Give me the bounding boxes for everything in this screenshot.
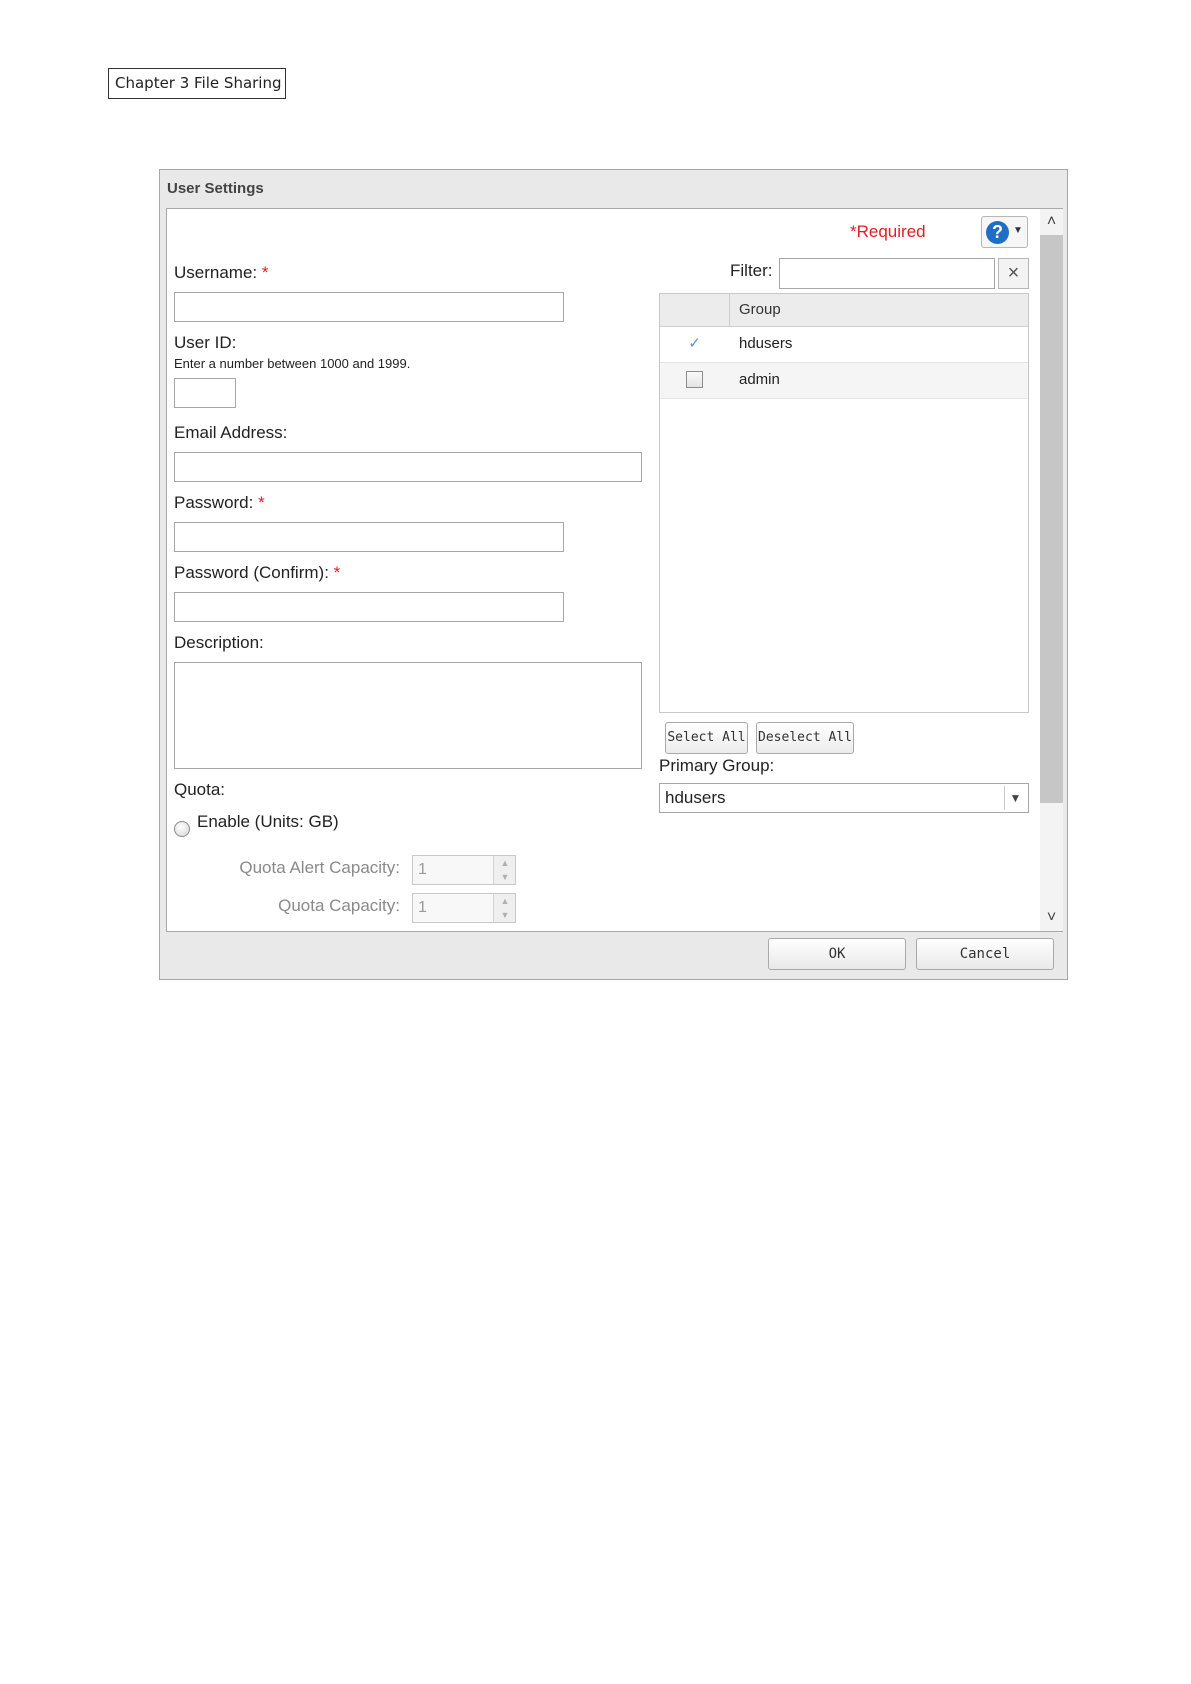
ok-button[interactable]: OK xyxy=(768,938,906,970)
quota-alert-label: Quota Alert Capacity: xyxy=(239,858,400,877)
quota-alert-stepper-buttons[interactable] xyxy=(493,856,515,884)
filter-label: Filter: xyxy=(730,261,773,280)
email-label: Email Address: xyxy=(174,423,288,442)
chevron-up-icon[interactable]: ▲ xyxy=(500,896,510,906)
primary-group-select[interactable] xyxy=(659,783,1029,813)
quota-label: Quota: xyxy=(174,780,226,799)
chevron-up-icon[interactable]: ▲ xyxy=(500,858,510,868)
description-label: Description: xyxy=(174,633,264,652)
chevron-down-icon[interactable]: ˅ xyxy=(1046,909,1057,926)
quota-capacity-stepper-buttons[interactable] xyxy=(493,894,515,922)
password-input[interactable] xyxy=(174,522,564,552)
chevron-up-icon[interactable]: ˄ xyxy=(1046,213,1057,230)
chapter-label: Chapter 3 File Sharing xyxy=(108,68,286,99)
quota-enable-label[interactable]: Enable (Units: GB) xyxy=(197,812,339,831)
password-confirm-input[interactable] xyxy=(174,592,564,622)
dialog-body xyxy=(166,208,1063,932)
user-id-input[interactable] xyxy=(174,378,236,408)
dialog-title: User Settings xyxy=(167,180,264,197)
checkmark-icon[interactable]: ✓ xyxy=(688,335,701,352)
quota-capacity-label: Quota Capacity: xyxy=(278,896,400,915)
group-checkbox[interactable] xyxy=(686,371,703,388)
group-name: admin xyxy=(739,371,780,388)
group-row[interactable] xyxy=(660,363,1028,399)
caret-down-icon: ▼ xyxy=(1013,225,1023,236)
quota-alert-value: 1 xyxy=(418,861,427,878)
required-mark: * xyxy=(258,493,265,512)
quota-capacity-stepper[interactable] xyxy=(412,893,516,923)
filter-input[interactable] xyxy=(779,258,995,289)
username-label xyxy=(174,263,269,283)
required-mark: * xyxy=(261,263,269,282)
group-column-header[interactable]: Group xyxy=(739,301,781,318)
quota-enable-radio[interactable] xyxy=(174,821,190,837)
primary-group-label: Primary Group: xyxy=(659,756,775,775)
username-label-text: Username: xyxy=(174,263,258,282)
required-mark: * xyxy=(333,563,341,582)
select-all-button[interactable]: Select All xyxy=(665,722,748,754)
password-confirm-label xyxy=(174,563,340,583)
help-button[interactable] xyxy=(981,216,1028,248)
chevron-down-icon[interactable]: ▼ xyxy=(1004,786,1026,810)
password-confirm-label-text: Password (Confirm): xyxy=(174,563,329,582)
scroll-thumb[interactable] xyxy=(1040,235,1063,803)
user-id-label: User ID: xyxy=(174,333,237,352)
group-row[interactable] xyxy=(660,327,1028,363)
primary-group-value: hdusers xyxy=(665,788,726,807)
password-label xyxy=(174,493,265,513)
chevron-down-icon[interactable]: ▼ xyxy=(500,872,510,882)
email-input[interactable] xyxy=(174,452,642,482)
chevron-down-icon[interactable]: ▼ xyxy=(500,910,510,920)
username-input[interactable] xyxy=(174,292,564,322)
password-label-text: Password: xyxy=(174,493,254,512)
quota-alert-stepper[interactable] xyxy=(412,855,516,885)
vertical-scrollbar[interactable] xyxy=(1040,209,1063,931)
grid-header-divider xyxy=(729,294,730,327)
description-textarea[interactable] xyxy=(174,662,642,769)
close-icon: × xyxy=(1007,262,1020,284)
grid-header xyxy=(660,294,1028,327)
help-icon: ? xyxy=(986,221,1009,244)
required-note: *Required xyxy=(850,222,926,241)
cancel-button[interactable]: Cancel xyxy=(916,938,1054,970)
user-id-hint: Enter a number between 1000 and 1999. xyxy=(174,356,411,371)
user-settings-dialog xyxy=(159,169,1068,980)
quota-capacity-value: 1 xyxy=(418,899,427,916)
group-name: hdusers xyxy=(739,335,793,352)
deselect-all-button[interactable]: Deselect All xyxy=(756,722,854,754)
group-grid xyxy=(659,293,1029,713)
filter-clear-button[interactable] xyxy=(998,258,1029,289)
